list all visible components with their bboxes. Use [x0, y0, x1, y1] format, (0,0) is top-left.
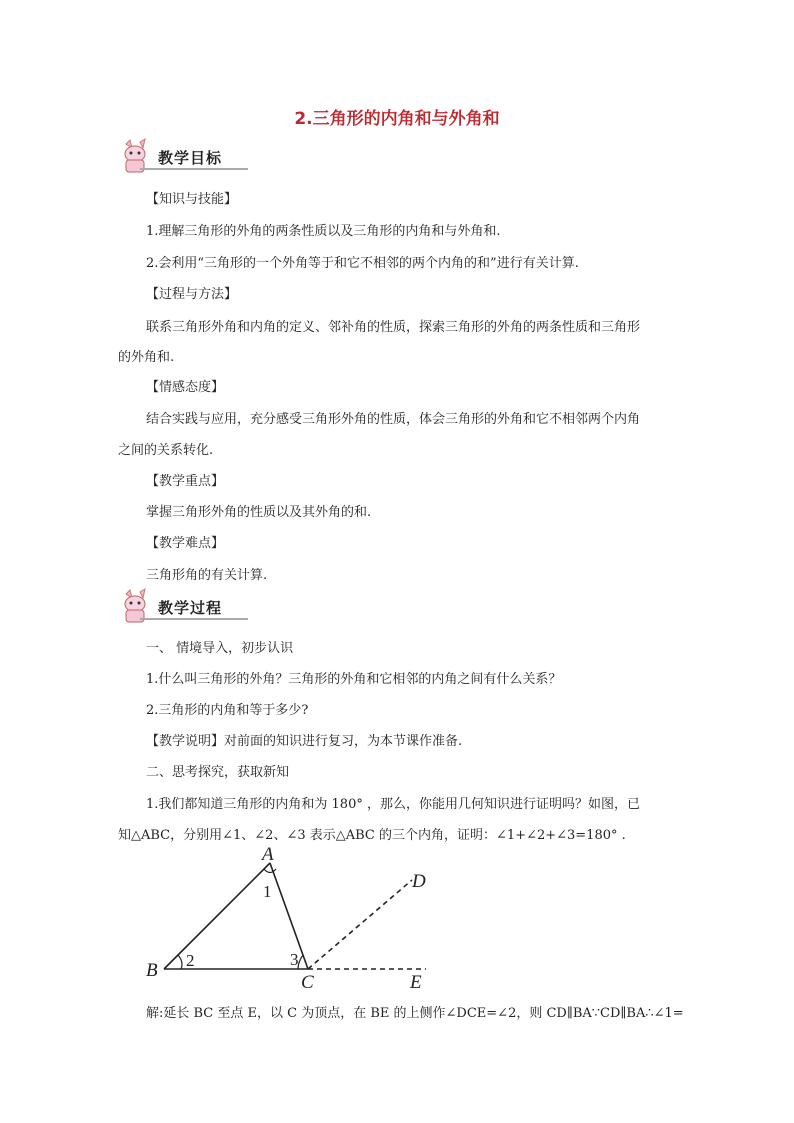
text-line: 【过程与方法】 [146, 287, 238, 302]
text-line: 【教学说明】对前面的知识进行复习，为本节课作准备. [146, 734, 463, 749]
ray-cd [308, 880, 412, 969]
section-title: 教学目标 [158, 149, 223, 167]
text-line: 【教学难点】 [146, 536, 225, 551]
text-line: 解:延长 BC 至点 E，以 C 为顶点，在 BE 的上侧作∠DCE=∠2，则 CD∥BA∵CD∥BA∴∠1= [146, 1006, 684, 1021]
text-line: 知△ABC，分别用∠1、∠2、∠3 表示△ABC 的三个内角，证明：∠1+∠2+∠3=180° . [118, 828, 626, 843]
point-label-b: B [146, 960, 158, 981]
triangle-figure [140, 842, 440, 992]
angle-arc-1 [264, 869, 276, 873]
text-line: 二、思考探究，获取新知 [146, 765, 290, 780]
point-label-d: D [412, 871, 426, 892]
text-line: 【教学重点】 [146, 474, 225, 489]
text-line: 三角形角的有关计算. [146, 568, 268, 583]
text-line: 2.三角形的内角和等于多少? [146, 703, 309, 718]
text-line: 联系三角形外角和内角的定义、邻补角的性质，探索三角形的外角的两条性质和三角形 [146, 320, 641, 335]
point-label-c: C [301, 972, 314, 992]
angle-label-2: 2 [186, 951, 195, 970]
text-line: 【情感态度】 [146, 380, 225, 395]
section-banner-process [118, 592, 248, 626]
side-ab [164, 863, 270, 969]
angle-label-1: 1 [263, 882, 272, 901]
point-label-e: E [410, 972, 422, 992]
text-line: 1.我们都知道三角形的内角和为 180° ，那么，你能用几何知识进行证明吗？如图，已 [146, 797, 640, 812]
text-line: 结合实践与应用，充分感受三角形外角的性质，体会三角形的外角和它不相邻两个内角 [146, 412, 641, 427]
text-line: 之间的关系转化. [118, 443, 214, 458]
text-line: 2.会利用“三角形的一个外角等于和它不相邻的两个内角的和”进行有关计算. [146, 256, 579, 271]
page-title: 2.三角形的内角和与外角和 [294, 109, 500, 129]
text-line: 掌握三角形外角的性质以及其外角的和. [146, 505, 372, 520]
section-banner-objectives [118, 142, 248, 176]
angle-arc-3 [298, 955, 303, 969]
side-ac [270, 863, 308, 969]
angle-label-3: 3 [290, 950, 299, 969]
text-line: 【知识与技能】 [146, 192, 238, 207]
section-title: 教学过程 [158, 599, 223, 617]
text-line: 的外角和. [118, 350, 175, 365]
angle-arc-2 [178, 955, 182, 969]
point-label-a: A [262, 844, 274, 865]
text-line: 1.理解三角形的外角的两条性质以及三角形的内角和与外角和. [146, 224, 501, 239]
text-line: 一、 情境导入，初步认识 [146, 641, 294, 656]
text-line: 1.什么叫三角形的外角？三角形的外角和它相邻的内角之间有什么关系？ [146, 672, 562, 687]
